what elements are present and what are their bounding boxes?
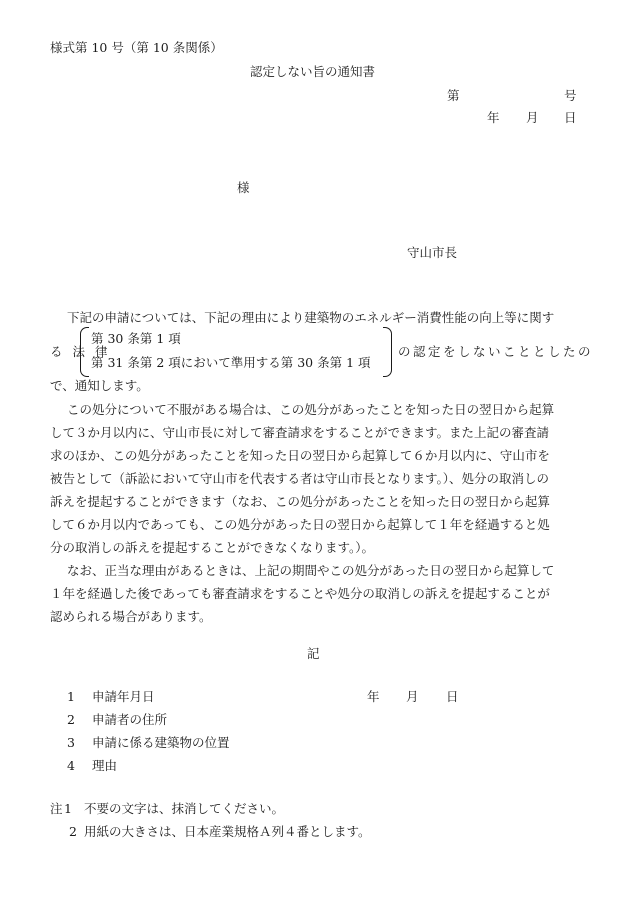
para3-line3: 認められる場合があります。 <box>50 609 212 624</box>
law-option-2: 第 31 条第 2 項において準用する第 30 条第 1 項 <box>91 355 371 370</box>
note-text: 不要の文字は、抹消してください。 <box>84 801 285 816</box>
record-date-month: 月 <box>406 689 419 704</box>
para2-line6: して６か月以内であっても、この処分があった日の翌日から起算して１年を経過すると処 <box>50 517 550 532</box>
record-item-label: 申請年月日 <box>92 689 155 704</box>
record-item-label: 理由 <box>92 758 118 773</box>
law-article-bracket <box>80 327 392 377</box>
note-number: 1 <box>64 801 72 816</box>
record-item-label: 申請者の住所 <box>92 712 168 727</box>
addressee-honorific: 様 <box>237 180 250 195</box>
date-day-label: 日 <box>564 110 577 125</box>
form-number: 様式第 10 号（第 10 条関係） <box>50 40 223 55</box>
record-item-number: 4 <box>67 758 75 773</box>
para3-line2: １年を経過した後であっても審査請求をすることや処分の取消しの訴えを提起することが <box>50 586 550 601</box>
sender-name: 守山市長 <box>407 245 458 260</box>
record-item-number: 2 <box>67 712 75 727</box>
document-title: 認定しない旨の通知書 <box>250 64 376 79</box>
law-option-1: 第 30 条第 1 項 <box>91 331 181 346</box>
date-year-label: 年 <box>487 110 500 125</box>
para3-line1: なお、正当な理由があるときは、上記の期間やこの処分があった日の翌日から起算して <box>67 563 555 578</box>
note-text: 用紙の大きさは、日本産業規格Ａ列４番とします。 <box>84 824 371 839</box>
record-item-label: 申請に係る建築物の位置 <box>92 735 230 750</box>
doc-number-suffix: 号 <box>564 88 577 103</box>
record-heading: 記 <box>307 646 320 661</box>
para1-line3: で、通知します。 <box>50 378 149 393</box>
para2-line5: 訴えを提起することができます（なお、この処分があったことを知った日の翌日から起算 <box>50 494 550 509</box>
doc-number-prefix: 第 <box>447 88 460 103</box>
para2-line2: して３か月以内に、守山市長に対して審査請求をすることができます。また上記の審査請 <box>50 425 550 440</box>
right-bracket <box>383 327 392 377</box>
record-item-number: 3 <box>67 735 75 750</box>
para2-line7: 分の取消しの訴えを提起することができなくなります。）。 <box>50 540 375 555</box>
date-month-label: 月 <box>526 110 539 125</box>
record-date-day: 日 <box>446 689 459 704</box>
para2-line1: この処分について不服がある場合は、この処分があったことを知った日の翌日から起算 <box>67 402 555 417</box>
para1-law-suffix: の認定をしないこととしたの <box>398 344 594 359</box>
para1-line1: 下記の申請については、下記の理由により建築物のエネルギー消費性能の向上等に関す <box>67 310 555 325</box>
record-item-number: 1 <box>67 689 75 704</box>
note-number: 2 <box>69 824 77 839</box>
left-bracket <box>80 327 89 377</box>
record-date-year: 年 <box>367 689 380 704</box>
para1-law-prefix: る 法 律 <box>50 344 111 359</box>
para2-line4: 被告として（訴訟において守山市を代表する者は守山市長となります。）、処分の取消しの <box>50 471 550 486</box>
notes-prefix: 注 <box>50 801 63 816</box>
para2-line3: 求のほか、この処分があったことを知った日の翌日から起算して６か月以内に、守山市を <box>50 448 550 463</box>
